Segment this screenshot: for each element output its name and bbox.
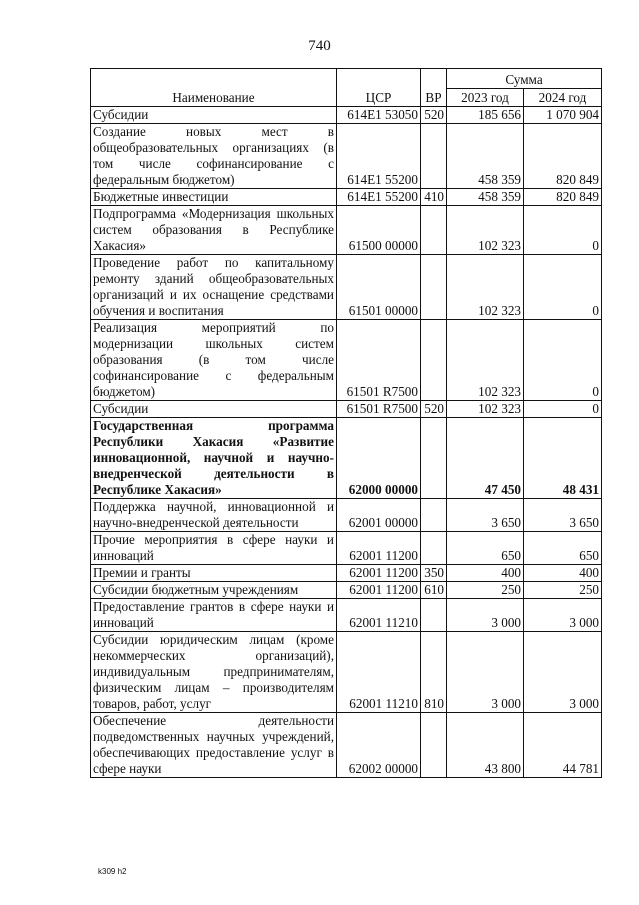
table-row [91,582,602,599]
sum-2023-cell: 3 000 [447,599,524,632]
sum-2024-cell: 820 849 [524,124,602,189]
name-cell: Прочие мероприятия в сфере науки и инноваций [91,532,337,565]
vr-cell [421,532,447,565]
vr-cell: 350 [421,565,447,582]
table-row [91,206,602,255]
vr-cell: 610 [421,582,447,599]
name-cell: Проведение работ по капитальному ремонту зданий общеобразовательных организаций и их оснащение средствами обучения и воспитания [91,255,337,320]
sum-2023-cell: 102 323 [447,401,524,418]
column-header-sum: Сумма [447,69,602,89]
name-cell: Субсидии [91,401,337,418]
name-cell: Бюджетные инвестиции [91,189,337,206]
table-body [91,107,602,778]
sum-2024-cell: 820 849 [524,189,602,206]
vr-cell: 520 [421,107,447,124]
sum-2023-cell: 400 [447,565,524,582]
sum-2024-cell: 250 [524,582,602,599]
csr-cell: 61501 00000 [337,255,421,320]
sum-2023-cell: 185 656 [447,107,524,124]
csr-cell: 62001 11210 [337,599,421,632]
sum-2023-cell: 3 650 [447,499,524,532]
vr-cell [421,255,447,320]
sum-2024-cell: 44 781 [524,713,602,778]
table-row [91,124,602,189]
sum-2024-cell: 3 000 [524,632,602,713]
table-row [91,499,602,532]
sum-2024-cell: 0 [524,206,602,255]
sum-2023-cell: 47 450 [447,418,524,499]
name-cell: Обеспечение деятельности подведомственных научных учреждений, обеспечивающих предоставление услуг в сфере науки [91,713,337,778]
csr-cell: 62002 00000 [337,713,421,778]
name-cell: Субсидии юридическим лицам (кроме некоммерческих организаций), индивидуальным предпринимателям, физическим лицам – производителям товаров, работ, услуг [91,632,337,713]
sum-2023-cell: 102 323 [447,255,524,320]
sum-2024-cell: 1 070 904 [524,107,602,124]
sum-2024-cell: 3 650 [524,499,602,532]
table-row [91,599,602,632]
column-header-vr: ВР [421,69,447,107]
budget-table [90,68,602,778]
csr-cell: 61501 R7500 [337,320,421,401]
vr-cell: 810 [421,632,447,713]
name-cell: Создание новых мест в общеобразовательных организациях (в том числе софинансирование с федеральным бюджетом) [91,124,337,189]
sum-2023-cell: 650 [447,532,524,565]
column-header-csr: ЦСР [337,69,421,107]
sum-2024-cell: 48 431 [524,418,602,499]
csr-cell: 62001 11210 [337,632,421,713]
table-row [91,255,602,320]
name-cell: Субсидии [91,107,337,124]
sum-2024-cell: 0 [524,255,602,320]
column-header-2023: 2023 год [447,89,524,107]
name-cell: Подпрограмма «Модернизация школьных систем образования в Республике Хакасия» [91,206,337,255]
csr-cell: 62001 11200 [337,582,421,599]
sum-2023-cell: 102 323 [447,320,524,401]
name-cell: Государственная программа Республики Хакасия «Развитие инновационной, научной и научно-внедренческой деятельности в Республике Хакасия» [91,418,337,499]
page-number: 740 [308,38,331,54]
sum-2023-cell: 458 359 [447,124,524,189]
vr-cell [421,320,447,401]
csr-cell: 62001 00000 [337,499,421,532]
vr-cell [421,499,447,532]
table-row [91,713,602,778]
csr-cell: 614E1 53050 [337,107,421,124]
vr-cell [421,418,447,499]
sum-2023-cell: 3 000 [447,632,524,713]
sum-2024-cell: 650 [524,532,602,565]
column-header-name: Наименование [91,69,337,107]
sum-2023-cell: 102 323 [447,206,524,255]
sum-2023-cell: 43 800 [447,713,524,778]
table-row [91,532,602,565]
vr-cell [421,713,447,778]
csr-cell: 61501 R7500 [337,401,421,418]
sum-2024-cell: 0 [524,401,602,418]
table-row [91,632,602,713]
csr-cell: 614E1 55200 [337,189,421,206]
table-row [91,418,602,499]
sum-2023-cell: 458 359 [447,189,524,206]
vr-cell [421,206,447,255]
name-cell: Премии и гранты [91,565,337,582]
sum-2023-cell: 250 [447,582,524,599]
vr-cell: 520 [421,401,447,418]
vr-cell [421,599,447,632]
name-cell: Поддержка научной, инновационной и научно-внедренческой деятельности [91,499,337,532]
name-cell: Реализация мероприятий по модернизации школьных систем образования (в том числе софинансирование с федеральным бюджетом) [91,320,337,401]
csr-cell: 61500 00000 [337,206,421,255]
table-row [91,565,602,582]
csr-cell: 62000 00000 [337,418,421,499]
name-cell: Предоставление грантов в сфере науки и инноваций [91,599,337,632]
vr-cell [421,124,447,189]
vr-cell: 410 [421,189,447,206]
name-cell: Субсидии бюджетным учреждениям [91,582,337,599]
footer-code: k309 h2 [98,867,127,876]
table-row [91,107,602,124]
csr-cell: 62001 11200 [337,532,421,565]
table-row [91,189,602,206]
csr-cell: 62001 11200 [337,565,421,582]
sum-2024-cell: 0 [524,320,602,401]
sum-2024-cell: 400 [524,565,602,582]
table-row [91,320,602,401]
csr-cell: 614E1 55200 [337,124,421,189]
column-header-2024: 2024 год [524,89,602,107]
sum-2024-cell: 3 000 [524,599,602,632]
table-row [91,401,602,418]
